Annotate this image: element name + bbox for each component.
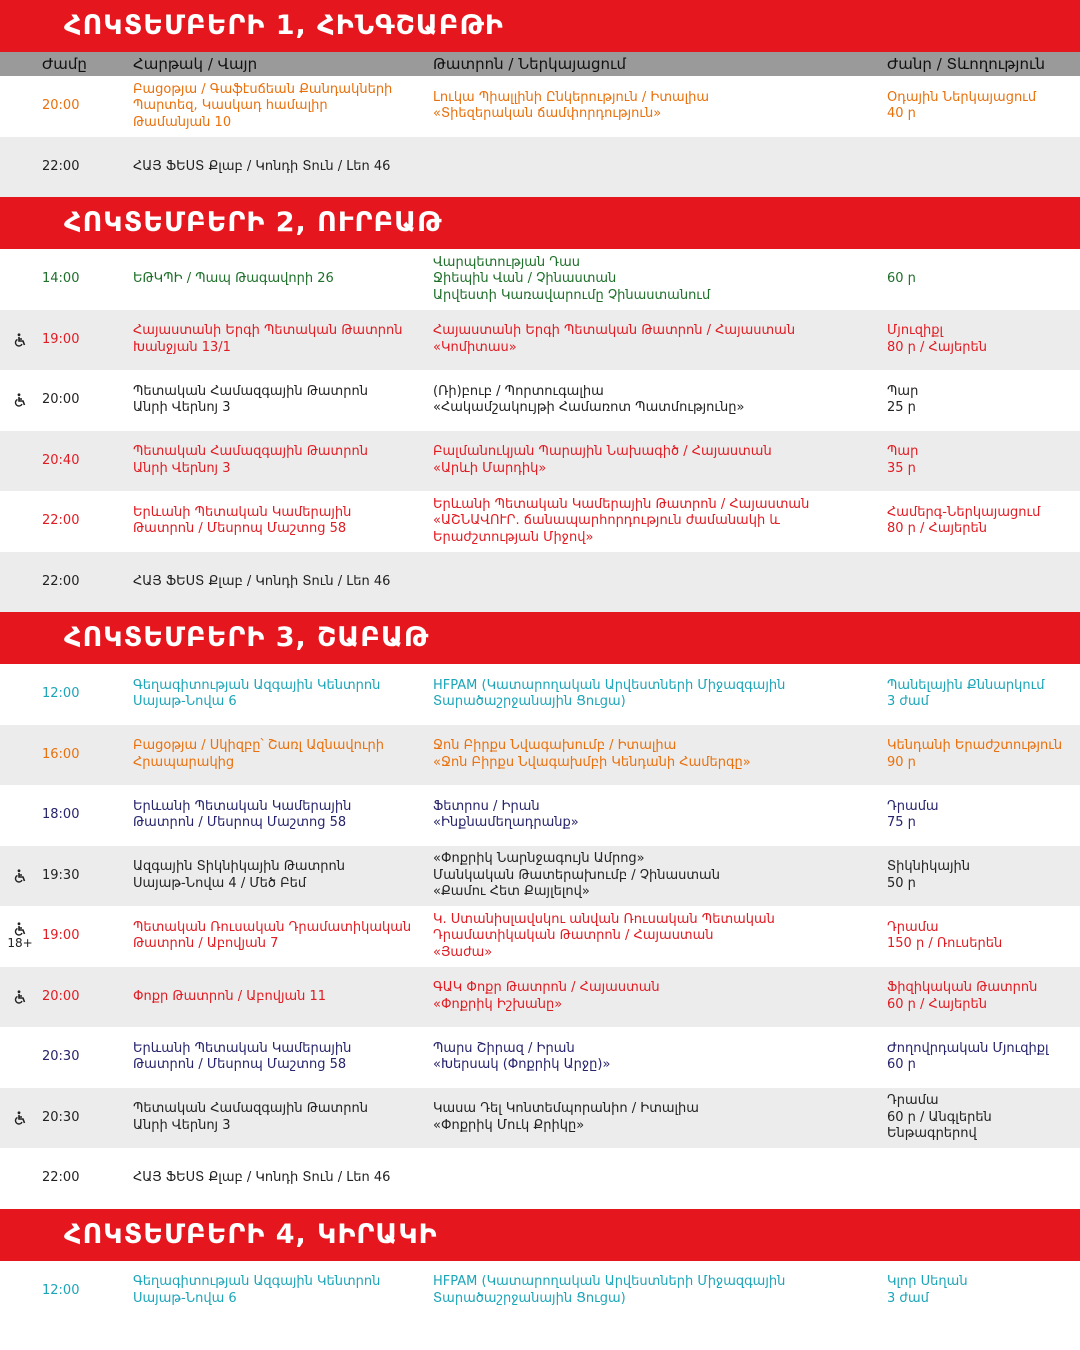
cell-line: Լուկա Պիալլինի Ընկերություն / Իտալիա — [433, 89, 710, 105]
cell-line: (Ռի)բուբ / Պորտուգալիա — [433, 383, 604, 399]
cell-line: Պետական Համազգային Թատրոն — [133, 383, 368, 399]
accessibility-cell — [6, 137, 34, 198]
event-genre — [887, 76, 1080, 137]
cell-line: Կ. Ստանիսլավսկու անվան Ռուսական Պետական — [433, 911, 775, 927]
cell-line: 60 ր / Անգլերեն — [887, 1109, 992, 1125]
wheelchair-icon — [13, 990, 27, 1004]
cell-line: «Խերսակ (Փոքրիկ Արջը)» — [433, 1057, 611, 1073]
event-venue — [133, 664, 425, 725]
event-title — [433, 846, 879, 907]
wheelchair-icon — [13, 869, 27, 883]
cell-line: Անրի Վերնոյ 3 — [133, 1117, 231, 1133]
cell-line: Կասա Դել Կոնտեմպորանիո / Իտալիա — [433, 1101, 699, 1117]
event-time: 19:00 — [42, 331, 80, 347]
event-title — [433, 1088, 879, 1149]
accessibility-cell — [6, 846, 34, 907]
event-time: 22:00 — [42, 513, 80, 528]
cell-line: Սայաթ-Նովա 6 — [133, 1290, 237, 1306]
cell-line: Թատրոն / Մեսրոպ Մաշտոց 58 — [133, 815, 347, 831]
accessibility-cell — [6, 1027, 34, 1088]
day-header: ՀՈԿՏԵՄԲԵՐԻ 1, ՀԻՆԳՇԱԲԹԻ — [0, 0, 1080, 52]
event-venue — [133, 967, 425, 1028]
cell-line: 80 ր / Հայերեն — [887, 521, 988, 537]
event-venue — [133, 76, 425, 137]
cell-line: Անրի Վերնոյ 3 — [133, 400, 231, 416]
cell-line: Պարս Շիրազ / Իրան — [433, 1040, 575, 1056]
event-title — [433, 967, 879, 1028]
event-venue — [133, 1088, 425, 1149]
cell-line: Երևանի Պետական Կամերային — [133, 504, 352, 520]
cell-line: Բացօթյա / Սկիզբը՝ Շառլ Ազնավուրի — [133, 738, 385, 754]
cell-line: 60 ր — [887, 271, 916, 286]
cell-line: HFPAM (Կատարողական Արվեստների Միջազգային — [433, 677, 786, 693]
event-title — [433, 137, 879, 198]
event-venue — [133, 137, 425, 198]
event-genre — [887, 431, 1080, 492]
cell-line: «Ինքնամեղադրանք» — [433, 815, 579, 831]
cell-line: Պար — [887, 383, 919, 399]
cell-line: «Յաժա» — [433, 944, 493, 960]
cell-line: Գեղագիտության Ազգային Կենտրոն — [133, 677, 381, 693]
event-genre — [887, 967, 1080, 1028]
event-title — [433, 249, 879, 310]
cell-line: «Տիեզերական ճամփորդություն» — [433, 106, 662, 122]
cell-line: Ֆիզիկական Թատրոն — [887, 980, 1038, 996]
event-time: 20:00 — [42, 98, 80, 113]
event-venue — [133, 310, 425, 371]
cell-line: Տիկնիկային — [887, 859, 971, 875]
cell-line: Պետական Համազգային Թատրոն — [133, 444, 368, 460]
event-genre — [887, 785, 1080, 846]
schedule-row — [0, 370, 1080, 431]
event-time: 22:00 — [42, 573, 80, 589]
cell-line: 3 ժամ — [887, 1290, 929, 1306]
wheelchair-icon — [13, 393, 27, 407]
day-header: ՀՈԿՏԵՄԲԵՐԻ 4, ԿԻՐԱԿԻ — [0, 1209, 1080, 1261]
cell-line: Դրամա — [887, 798, 939, 814]
cell-line: Պանելային Քննարկում — [887, 677, 1045, 693]
accessibility-cell — [6, 76, 34, 137]
cell-line: Սայաթ-Նովա 4 / Մեծ Բեմ — [133, 875, 307, 891]
cell-line: 150 ր / Ռուսերեն — [887, 936, 1003, 952]
event-genre — [887, 664, 1080, 725]
cell-line: Երաժշտության Միջով» — [433, 529, 594, 545]
schedule-row — [0, 249, 1080, 310]
column-label: Ժամը — [42, 55, 87, 73]
cell-line: «Քամու Հետ Քայլելով» — [433, 884, 590, 899]
event-venue — [133, 370, 425, 431]
cell-line: 25 ր — [887, 400, 916, 416]
schedule-row — [0, 785, 1080, 846]
schedule-row — [0, 431, 1080, 492]
event-venue — [133, 906, 425, 967]
event-genre — [887, 1261, 1080, 1322]
event-genre — [887, 725, 1080, 786]
event-time: 22:00 — [42, 158, 80, 174]
schedule-row — [0, 725, 1080, 786]
event-genre — [887, 1088, 1080, 1149]
event-time: 18:00 — [42, 807, 80, 822]
accessibility-cell — [6, 664, 34, 725]
event-genre — [887, 552, 1080, 613]
cell-line: 75 ր — [887, 815, 916, 831]
accessibility-cell — [6, 725, 34, 786]
cell-line: Ազգային Տիկնիկային Թատրոն — [133, 859, 345, 875]
cell-line: Փոքր Թատրոն / Աբովյան 11 — [133, 988, 327, 1004]
wheelchair-icon — [13, 333, 27, 347]
event-title — [433, 1148, 879, 1209]
event-genre — [887, 491, 1080, 552]
cell-line: Գեղագիտության Ազգային Կենտրոն — [133, 1274, 381, 1290]
day-header: ՀՈԿՏԵՄԲԵՐԻ 2, ՈՒՐԲԱԹ — [0, 197, 1080, 249]
accessibility-cell — [6, 1261, 34, 1322]
event-venue — [133, 249, 425, 310]
event-time: 20:00 — [42, 988, 80, 1004]
icon-wrap — [13, 869, 27, 883]
cell-line: Դրամա — [887, 1093, 939, 1108]
schedule-row — [0, 1148, 1080, 1209]
accessibility-cell — [6, 370, 34, 431]
icon-wrap — [13, 333, 27, 347]
cell-line: Ենթագրերով — [887, 1126, 977, 1141]
event-time: 19:30 — [42, 867, 80, 883]
cell-line: Հայաստանի Երգի Պետական Թատրոն — [133, 323, 403, 339]
cell-line: «Փոքրիկ Նարնջագույն Ամրոց» — [433, 851, 645, 866]
cell-line: Սայաթ-Նովա 6 — [133, 694, 237, 710]
schedule-row — [0, 1088, 1080, 1149]
cell-line: Թատրոն / Մեսրոպ Մաշտոց 58 — [133, 521, 347, 537]
icon-wrap — [13, 1111, 27, 1125]
event-time: 12:00 — [42, 686, 80, 701]
event-time: 20:30 — [42, 1049, 80, 1064]
event-venue — [133, 1261, 425, 1322]
cell-line: Ջիեպին Վան / Չինաստան — [433, 271, 617, 286]
cell-line: ՀԱՅ ՖԵՍՏ Քլաբ / Կոնդի Տուն / Լեո 46 — [133, 573, 391, 589]
cell-line: Մանկական Թատերախումբ / Չինաստան — [433, 867, 720, 883]
event-time: 16:00 — [42, 746, 80, 762]
cell-line: Տարածաշրջանային Ցուցա) — [433, 694, 626, 710]
schedule-row — [0, 664, 1080, 725]
schedule-row — [0, 491, 1080, 552]
cell-line: Օդային Ներկայացում — [887, 89, 1037, 105]
cell-line: Դրամա — [887, 919, 939, 935]
cell-line: Երևանի Պետական Կամերային — [133, 798, 352, 814]
icon-wrap — [13, 990, 27, 1004]
event-title — [433, 552, 879, 613]
event-time: 20:30 — [42, 1109, 80, 1125]
cell-line: Կենդանի Երաժշտություն — [887, 738, 1063, 754]
event-time: 14:00 — [42, 271, 80, 286]
cell-line: Բալմանուկյան Պարային Նախագիծ / Հայաստան — [433, 444, 772, 460]
accessibility-cell — [6, 1088, 34, 1149]
event-venue — [133, 552, 425, 613]
event-venue — [133, 725, 425, 786]
event-genre — [887, 249, 1080, 310]
cell-line: Ֆետրոս / Իրան — [433, 798, 540, 814]
wheelchair-icon — [13, 1111, 27, 1125]
cell-line: Տարածաշրջանային Ցուցա) — [433, 1290, 626, 1306]
event-time: 22:00 — [42, 1170, 80, 1185]
accessibility-cell — [6, 1148, 34, 1209]
cell-line: ՀԱՅ ՖԵՍՏ Քլաբ / Կոնդի Տուն / Լեո 46 — [133, 158, 391, 174]
icon-wrap — [7, 922, 32, 950]
event-venue — [133, 1027, 425, 1088]
event-title — [433, 491, 879, 552]
cell-line: 80 ր / Հայերեն — [887, 339, 988, 355]
cell-line: Կլոր Սեղան — [887, 1274, 968, 1290]
column-label: Հարթակ / Վայր — [133, 55, 258, 73]
event-venue — [133, 491, 425, 552]
cell-line: «Արևի Մարդիկ» — [433, 460, 547, 476]
schedule-row — [0, 967, 1080, 1028]
cell-line: «Փոքրիկ Իշխանը» — [433, 996, 563, 1012]
event-time: 19:00 — [42, 928, 80, 943]
event-title — [433, 1261, 879, 1322]
cell-line: Հրապարակից — [133, 754, 235, 770]
accessibility-cell — [6, 552, 34, 613]
cell-line: HFPAM (Կատարողական Արվեստների Միջազգային — [433, 1274, 786, 1290]
event-genre — [887, 846, 1080, 907]
schedule-row — [0, 846, 1080, 907]
schedule-row — [0, 1027, 1080, 1088]
event-title — [433, 725, 879, 786]
cell-line: 50 ր — [887, 875, 916, 891]
accessibility-cell — [6, 906, 34, 967]
cell-line: 3 ժամ — [887, 694, 929, 710]
accessibility-cell — [6, 249, 34, 310]
event-title — [433, 370, 879, 431]
event-genre — [887, 906, 1080, 967]
cell-line: Անրի Վերնոյ 3 — [133, 460, 231, 476]
cell-line: Երևանի Պետական Կամերային Թատրոն / Հայաստան — [433, 496, 810, 512]
cell-line: ԳԱԿ Փոքր Թատրոն / Հայաստան — [433, 980, 660, 996]
column-label: Թատրոն / Ներկայացում — [433, 55, 627, 73]
cell-line: Պարտեզ, Կասկադ համալիր — [133, 98, 328, 113]
cell-line: «Ջոն Բիրքս Նվագախմբի Կենդանի Համերգը» — [433, 754, 751, 770]
cell-line: Թատրոն / Մեսրոպ Մաշտոց 58 — [133, 1057, 347, 1073]
cell-line: Վարպետության Դաս — [433, 254, 581, 270]
cell-line: Պար — [887, 444, 919, 460]
cell-line: 60 ր — [887, 1057, 916, 1073]
event-time: 12:00 — [42, 1282, 80, 1298]
cell-line: «Փոքրիկ Մուկ Քրիկը» — [433, 1117, 585, 1133]
event-title — [433, 310, 879, 371]
schedule-row — [0, 137, 1080, 198]
cell-line: 60 ր / Հայերեն — [887, 996, 988, 1012]
cell-line: Համերգ-Ներկայացում — [887, 504, 1041, 520]
cell-line: Ժողովրդական Մյուզիքլ — [887, 1040, 1049, 1056]
event-venue — [133, 431, 425, 492]
event-time: 20:00 — [42, 392, 80, 407]
cell-line: Բացօթյա / Գաֆէսճեան Քանդակների — [133, 81, 393, 97]
cell-line: 40 ր — [887, 106, 916, 122]
event-venue — [133, 846, 425, 907]
cell-line: 35 ր — [887, 460, 916, 476]
column-label: Ժանր / Տևողություն — [887, 55, 1045, 73]
schedule-row — [0, 552, 1080, 613]
cell-line: Մյուզիքլ — [887, 323, 943, 339]
cell-line: Արվեստի Կառավարումը Չինաստանում — [433, 287, 711, 303]
schedule-row — [0, 1261, 1080, 1322]
event-time: 20:40 — [42, 452, 80, 468]
schedule-row — [0, 310, 1080, 371]
day-header: ՀՈԿՏԵՄԲԵՐԻ 3, ՇԱԲԱԹ — [0, 612, 1080, 664]
accessibility-cell — [6, 491, 34, 552]
event-title — [433, 664, 879, 725]
event-title — [433, 431, 879, 492]
accessibility-cell — [6, 785, 34, 846]
schedule-row — [0, 76, 1080, 137]
cell-line: «Հակամշակույթի Համառոտ Պատմությունը» — [433, 400, 745, 416]
event-title — [433, 906, 879, 967]
cell-line: ՀԱՅ ՖԵՍՏ Քլաբ / Կոնդի Տուն / Լեո 46 — [133, 1170, 391, 1185]
age-rating: 18+ — [7, 936, 33, 951]
cell-line: «Կոմիտաս» — [433, 339, 517, 355]
cell-line: 90 ր — [887, 754, 916, 770]
accessibility-cell — [6, 310, 34, 371]
cell-line: Երևանի Պետական Կամերային — [133, 1040, 352, 1056]
cell-line: Պետական Համազգային Թատրոն — [133, 1101, 368, 1117]
cell-line: Հայաստանի Երգի Պետական Թատրոն / Հայաստան — [433, 323, 796, 339]
cell-line: Խանջյան 13/1 — [133, 339, 231, 355]
cell-line: ԵԹԿՊԻ / Պապ Թագավորի 26 — [133, 271, 334, 286]
event-genre — [887, 1148, 1080, 1209]
accessibility-cell — [6, 431, 34, 492]
event-title — [433, 785, 879, 846]
accessibility-cell — [6, 967, 34, 1028]
schedule-row — [0, 906, 1080, 967]
event-genre — [887, 1027, 1080, 1088]
column-header — [0, 52, 1080, 76]
cell-line: Թամանյան 10 — [133, 114, 232, 130]
event-title — [433, 76, 879, 137]
cell-line: Դրամատիկական Թատրոն / Հայաստան — [433, 928, 714, 943]
event-genre — [887, 370, 1080, 431]
event-title — [433, 1027, 879, 1088]
event-genre — [887, 310, 1080, 371]
cell-line: «ԱՇՆԱՎՈՒՐ. ճանապարհորդություն ժամանակի և — [433, 513, 780, 528]
icon-wrap — [13, 393, 27, 407]
cell-line: Թատրոն / Աբովյան 7 — [133, 936, 279, 952]
event-genre — [887, 137, 1080, 198]
wheelchair-icon — [13, 922, 27, 936]
event-venue — [133, 785, 425, 846]
cell-line: Ջոն Բիրքս Նվագախումբ / Իտալիա — [433, 738, 677, 754]
cell-line: Պետական Ռուսական Դրամատիկական — [133, 919, 412, 935]
event-venue — [133, 1148, 425, 1209]
